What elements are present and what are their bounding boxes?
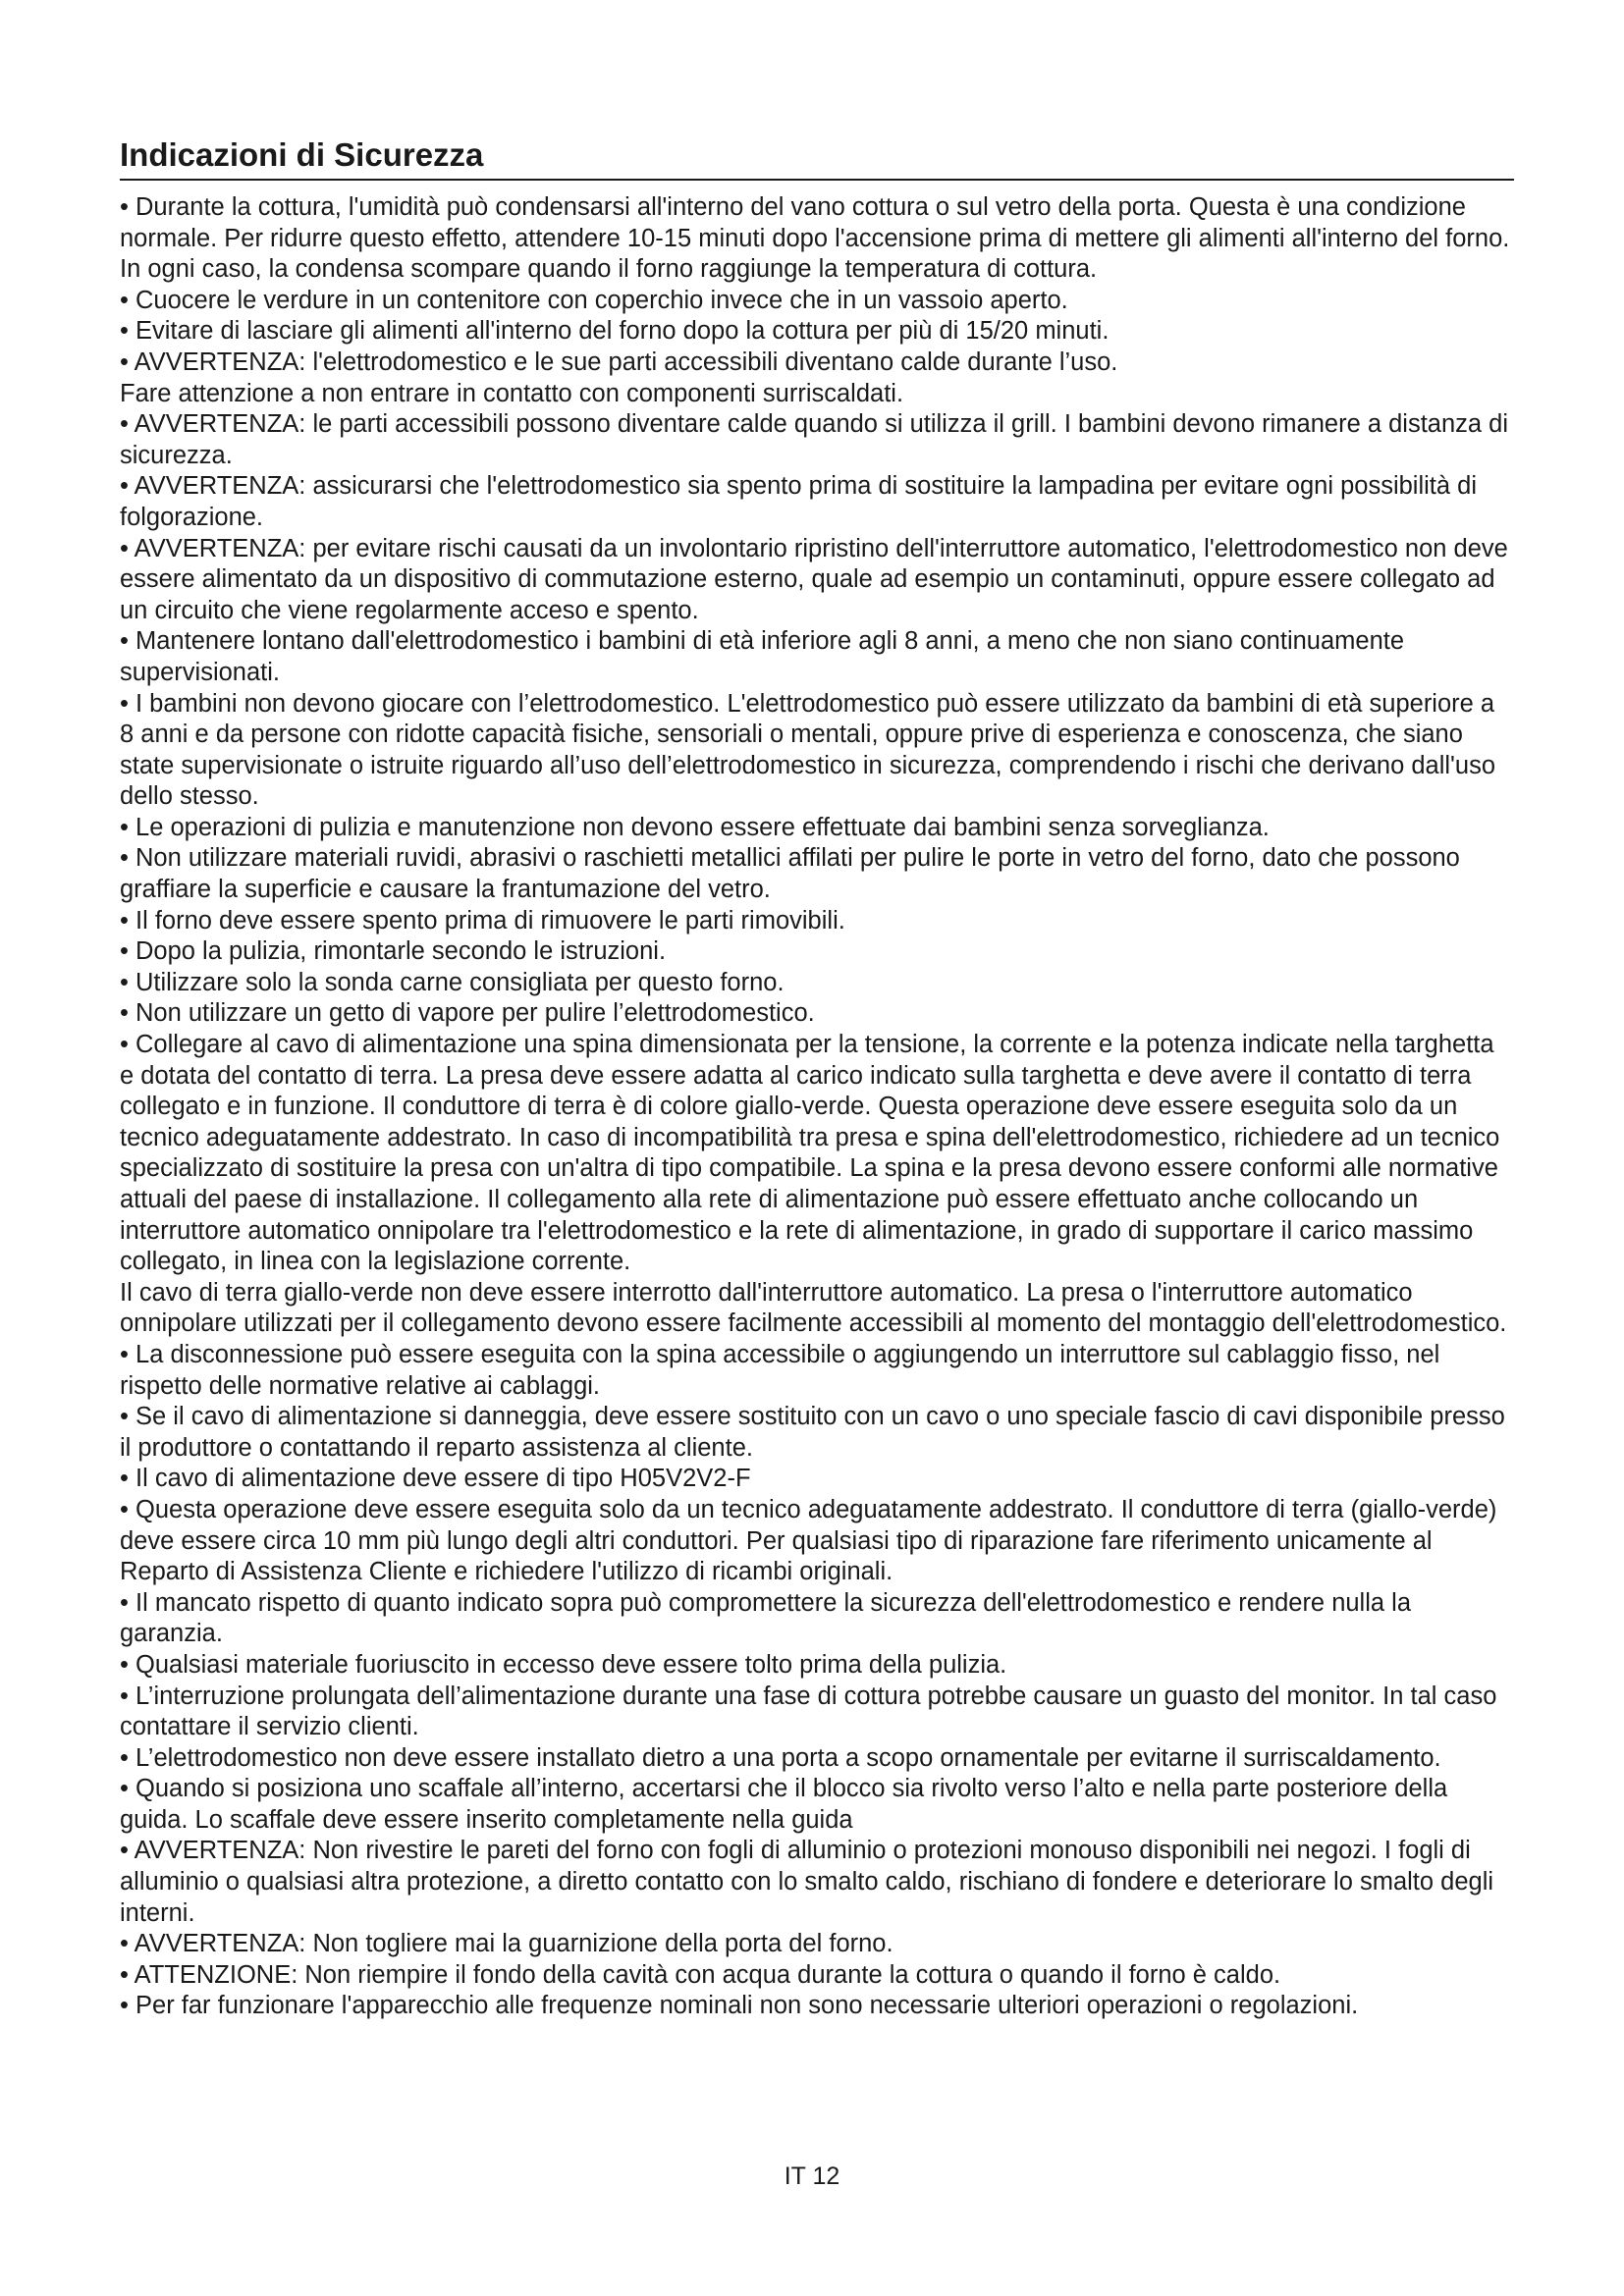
safety-paragraph: • I bambini non devono giocare con l’elettrodomestico. L'elettrodomestico può essere utilizzato da bambini di età superiore a 8 anni e da persone con ridotte capacità fisiche, sensoriali o mentali, oppure prive di esperienza e conoscenza, che siano state supervisionate o istruite riguardo all’uso dell’elettrodomestico in sicurezza, comprendendo i rischi che derivano dall'uso dello stesso. bbox=[120, 689, 1496, 811]
safety-paragraph: • Qualsiasi materiale fuoriuscito in eccesso deve essere tolto prima della pulizia. bbox=[120, 1650, 1007, 1679]
safety-paragraph: • Dopo la pulizia, rimontarle secondo le istruzioni. bbox=[120, 937, 667, 966]
safety-paragraph: • Mantenere lontano dall'elettrodomestico i bambini di età inferiore agli 8 anni, a meno che non siano continuamente supervisionati. bbox=[120, 627, 1405, 686]
safety-paragraph: • AVVERTENZA: assicurarsi che l'elettrodomestico sia spento prima di sostituire la lampadina per evitare ogni possibilità di folgorazione. bbox=[120, 472, 1477, 531]
safety-paragraph: • Questa operazione deve essere eseguita solo da un tecnico adeguatamente addestrato. Il conduttore di terra (giallo-verde) deve essere circa 10 mm più lungo degli altri conduttori. Per qualsiasi tipo di riparazione fare riferimento unicamente al Reparto di Assistenza Cliente e richiedere l'utilizzo di ricambi originali. bbox=[120, 1495, 1497, 1586]
safety-paragraph: • Le operazioni di pulizia e manutenzione non devono essere effettuate dai bambini senza sorveglianza. bbox=[120, 813, 1270, 841]
safety-paragraph: • AVVERTENZA: l'elettrodomestico e le sue parti accessibili diventano calde durante l’uso. bbox=[120, 347, 1118, 376]
safety-paragraph: • Se il cavo di alimentazione si danneggia, deve essere sostituito con un cavo o uno speciale fascio di cavi disponibile presso il produttore o contattando il reparto assistenza al cliente. bbox=[120, 1403, 1505, 1462]
safety-paragraph: • ATTENZIONE: Non riempire il fondo della cavità con acqua durante la cottura o quando il forno è caldo. bbox=[120, 1960, 1281, 1989]
page-number: IT 12 bbox=[784, 2163, 840, 2190]
safety-paragraph: • Quando si posiziona uno scaffale all’interno, accertarsi che il blocco sia rivolto verso l’alto e nella parte posteriore della guida. Lo scaffale deve essere inserito completamente nella guida bbox=[120, 1775, 1448, 1834]
page-title: Indicazioni di Sicurezza bbox=[120, 135, 1514, 181]
page-content bbox=[120, 135, 1514, 2022]
safety-instructions-list bbox=[120, 192, 1514, 2022]
safety-paragraph: • Non utilizzare materiali ruvidi, abrasivi o raschietti metallici affilati per pulire le porte in vetro del forno, dato che possono graffiare la superficie e causare la frantumazione del vetro. bbox=[120, 844, 1460, 904]
safety-paragraph: • AVVERTENZA: le parti accessibili possono diventare calde quando si utilizza il grill. I bambini devono rimanere a distanza di sicurezza. bbox=[120, 410, 1509, 469]
safety-paragraph: • Il forno deve essere spento prima di rimuovere le parti rimovibili. bbox=[120, 906, 845, 934]
safety-paragraph: • Il cavo di alimentazione deve essere di tipo H05V2V2-F bbox=[120, 1465, 751, 1493]
safety-paragraph: • AVVERTENZA: Non togliere mai la guarnizione della porta del forno. bbox=[120, 1930, 893, 1958]
safety-paragraph: • Per far funzionare l'apparecchio alle frequenze nominali non sono necessarie ulteriori operazioni o regolazioni. bbox=[120, 1992, 1359, 2020]
safety-paragraph: Il cavo di terra giallo-verde non deve essere interrotto dall'interruttore automatico. La presa o l'interruttore automatico onnipolare utilizzati per il collegamento devono essere facilmente accessibili al momento del montaggio dell'elettrodomestico. bbox=[120, 1278, 1507, 1338]
safety-paragraph: • Utilizzare solo la sonda carne consigliata per questo forno. bbox=[120, 968, 785, 996]
safety-paragraph: • La disconnessione può essere eseguita con la spina accessibile o aggiungendo un interruttore sul cablaggio fisso, nel rispetto delle normative relative ai cablaggi. bbox=[120, 1340, 1440, 1400]
safety-paragraph: Fare attenzione a non entrare in contatto con componenti surriscaldati. bbox=[120, 379, 904, 407]
safety-paragraph: • Il mancato rispetto di quanto indicato sopra può compromettere la sicurezza dell'elettrodomestico e rendere nulla la garanzia. bbox=[120, 1588, 1412, 1648]
safety-paragraph: • Non utilizzare un getto di vapore per pulire l’elettrodomestico. bbox=[120, 999, 815, 1028]
safety-paragraph: • Durante la cottura, l'umidità può condensarsi all'interno del vano cottura o sul vetro della porta. Questa è una condizione normale. Per ridurre questo effetto, attendere 10-15 minuti dopo l'accensione prima di mettere gli alimenti all'interno del forno. In ogni caso, la condensa scompare quando il forno raggiunge la temperatura di cottura. bbox=[120, 193, 1510, 284]
safety-paragraph: • Evitare di lasciare gli alimenti all'interno del forno dopo la cottura per più di 15/20 minuti. bbox=[120, 317, 1110, 346]
safety-paragraph: • AVVERTENZA: Non rivestire le pareti del forno con fogli di alluminio o protezioni monouso disponibili nei negozi. I fogli di alluminio o qualsiasi altra protezione, a diretto contatto con lo smalto caldo, rischiano di fondere e deteriorare lo smalto degli interni. bbox=[120, 1837, 1494, 1927]
safety-paragraph: • Collegare al cavo di alimentazione una spina dimensionata per la tensione, la corrente e la potenza indicate nella targhetta e dotata del contatto di terra. La presa deve essere adatta al carico indicato sulla targhetta e deve avere il contatto di terra collegato e in funzione. Il conduttore di terra è di colore giallo-verde. Questa operazione deve essere eseguita solo da un tecnico adeguatamente addestrato. In caso di incompatibilità tra presa e spina dell'elettrodomestico, richiedere ad un tecnico specializzato di sostituire la presa con un'altra di tipo compatibile. La spina e la presa devono essere conformi alle normative attuali del paese di installazione. Il collegamento alla rete di alimentazione può essere effettuato anche collocando un interruttore automatico onnipolare tra l'elettrodomestico e la rete di alimentazione, in grado di supportare il carico massimo collegato, in linea con la legislazione corrente. bbox=[120, 1031, 1500, 1276]
safety-paragraph: • AVVERTENZA: per evitare rischi causati da un involontario ripristino dell'interruttore automatico, l'elettrodomestico non deve essere alimentato da un dispositivo di commutazione esterno, quale ad esempio un contaminuti, oppure essere collegato ad un circuito che viene regolarmente acceso e spento. bbox=[120, 534, 1508, 624]
safety-paragraph: • Cuocere le verdure in un contenitore con coperchio invece che in un vassoio aperto. bbox=[120, 286, 1068, 314]
safety-paragraph: • L’elettrodomestico non deve essere installato dietro a una porta a scopo ornamentale per evitarne il surriscaldamento. bbox=[120, 1743, 1441, 1772]
safety-paragraph: • L’interruzione prolungata dell’alimentazione durante una fase di cottura potrebbe causare un guasto del monitor. In tal caso contattare il servizio clienti. bbox=[120, 1682, 1497, 1741]
